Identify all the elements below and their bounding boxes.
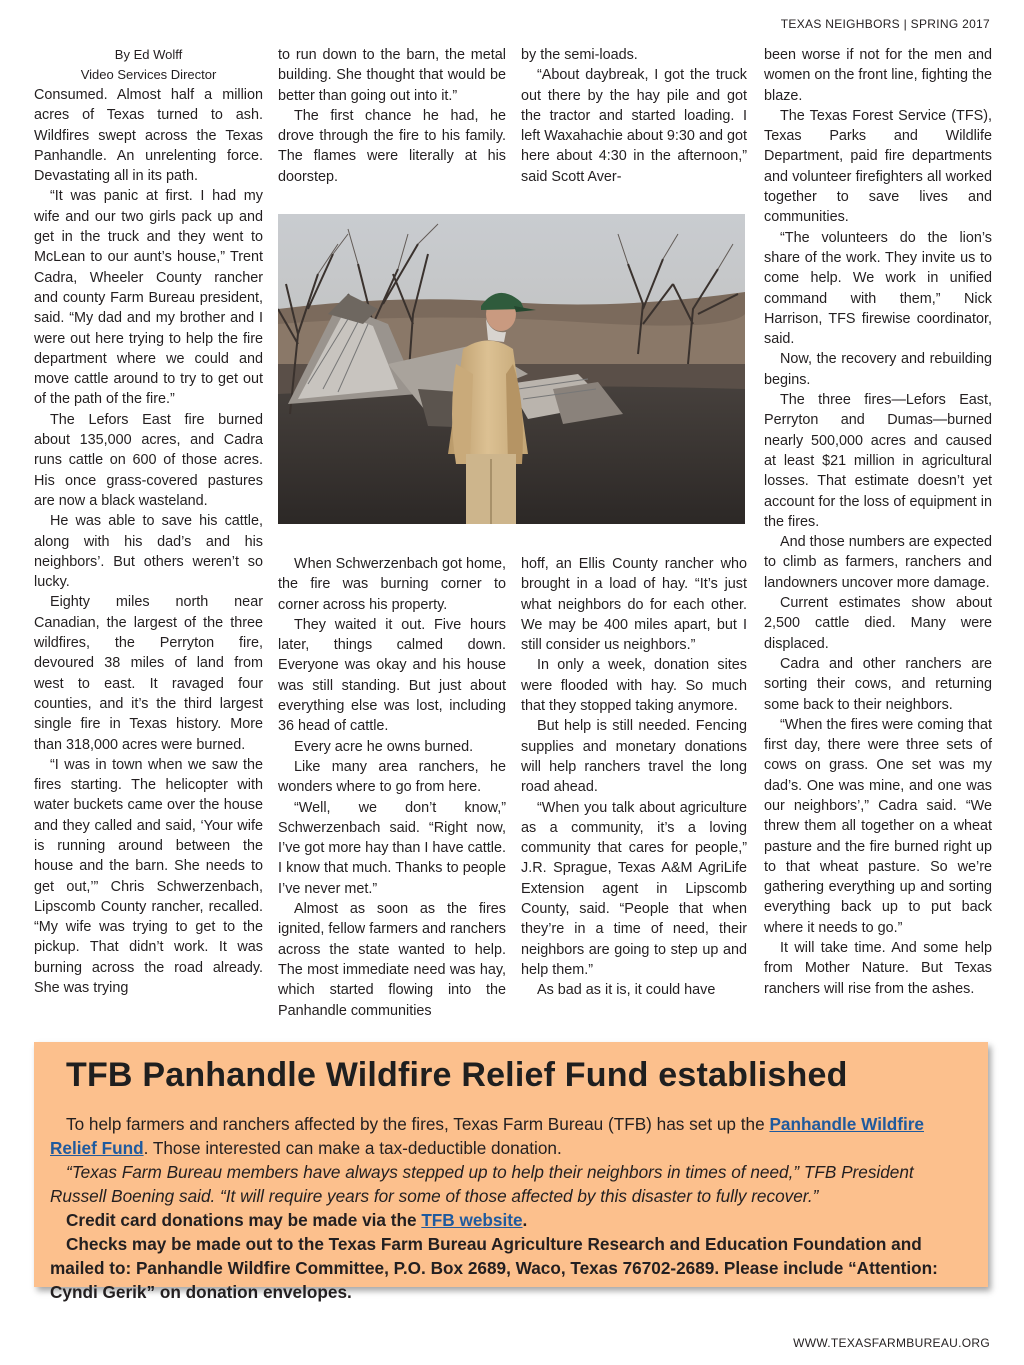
relief-intro-text: To help farmers and ranchers affected by the fires, Texas Farm Bureau (TFB) has set up the — [66, 1114, 770, 1134]
article-paragraph: “Well, we don’t know,” Schwerzenbach said. “Right now, I’ve got more hay than I have cattle. I know that much. Thanks to people I’ve never met.” — [278, 799, 506, 897]
article-paragraph: Every acre he owns burned. — [294, 738, 474, 755]
relief-fund-title: TFB Panhandle Wildfire Relief Fund established — [66, 1056, 848, 1094]
article-paragraph: They waited it out. Five hours later, things calmed down. Everyone was okay and his house was still standing. But just about everything else was lost, including 36 head of cattle. — [278, 616, 506, 735]
article-paragraph: “When you talk about agriculture as a community, it’s a loving community that cares for people,” J.R. Sprague, Texas A&M AgriLife Extension agent in Lipscomb County, said. “People that when they’re in a time of need, their neighbors are going to step up and help them.” — [521, 799, 747, 978]
relief-quote: “Texas Farm Bureau members have always stepped up to help their neighbors in times of need,” TFB President Russell Boening said. “It will require years for some of those affected by this disaster to fully recover.” — [50, 1162, 914, 1206]
article-column-3-top — [521, 45, 747, 187]
article-paragraph: “It was panic at first. I had my wife and our two girls pack up and get in the truck and they went to McLean to our aunt’s house,” Trent Cadra, Wheeler County rancher and county Farm Bureau president, said. “My dad and my brother and I were out here trying to help the fire department where we could and move cattle around to try to get out of the path of the fire.” — [34, 188, 263, 408]
website-footer: WWW.TEXASFARMBUREAU.ORG — [793, 1336, 990, 1350]
article-paragraph: Like many area ranchers, he wonders where to go from here. — [278, 758, 506, 796]
article-paragraph: hoff, an Ellis County rancher who brought in a load of hay. “It’s just what neighbors do for each other. We may be 400 miles apart, but I still consider us neighbors.” — [521, 556, 747, 654]
article-paragraph: Eighty miles north near Canadian, the largest of the three wildfires, the Perryton fire, devoured 38 miles of land from west to east. It ravaged four counties, and it’s the third largest single fire in Texas history. More than 318,000 acres were burned. — [34, 594, 263, 753]
article-paragraph: As bad as it is, it could have — [537, 982, 716, 999]
article-paragraph: Cadra and other ranchers are sorting their cows, and returning some back to their neighbors. — [764, 655, 992, 713]
article-paragraph: And those numbers are expected to climb as farmers, ranchers and landowners uncover more damage. — [764, 534, 992, 591]
article-paragraph: The Texas Forest Service (TFS), Texas Parks and Wildlife Department, paid fire departments and volunteer firefighters all worked together to save lives and communities. — [764, 107, 992, 226]
article-paragraph: But help is still needed. Fencing supplies and monetary donations will help ranchers travel the long road ahead. — [521, 718, 747, 796]
article-paragraph: “I was in town when we saw the fires starting. The helicopter with water buckets came over the house and they called and said, ‘Your wife is running around between the house and the barn. She needs to get out,’” Chris Schwerzenbach, Lipscomb County rancher, recalled. “My wife was trying to get to the pickup. That didn’t work. It was burning across the road already. She was trying — [34, 756, 263, 997]
article-paragraph: When Schwerzenbach got home, the fire was burning corner to corner across his property. — [278, 556, 506, 613]
relief-intro-text-end: . Those interested can make a tax-deductible donation. — [143, 1138, 562, 1158]
byline-name: By Ed Wolff — [114, 47, 183, 62]
article-paragraph: Almost as soon as the fires ignited, fellow farmers and ranchers across the state wanted to help. The most immediate need was hay, which started flowing into the Panhandle communities — [278, 901, 506, 1019]
relief-check-info: Checks may be made out to the Texas Farm Bureau Agriculture Research and Education Foundation and mailed to: Panhandle Wildfire Committee, P.O. Box 2689, Waco, Texas 76702-2689. Please include “Attention: Cyndi Gerik” on donation envelopes. — [50, 1234, 938, 1302]
rancher-wildfire-photo — [278, 214, 745, 524]
panhandle-wildfire-relief-fund-link[interactable]: Panhandle Wildfire Relief Fund — [50, 1114, 924, 1158]
article-paragraph: Consumed. Almost half a million acres of Texas turned to ash. Wildfires swept across the Texas Panhandle. An unrelenting force. Devastating all in its path. — [34, 87, 263, 185]
article-paragraph: “The volunteers do the lion’s share of the work. They invite us to come help. We work in unified command with them,” Nick Harrison, TFS firewise coordinator, said. — [764, 229, 992, 348]
article-paragraph: by the semi-loads. — [521, 47, 638, 63]
article-paragraph: In only a week, donation sites were flooded with hay. So much that they stopped taking anymore. — [521, 657, 747, 715]
article-column-2-bottom — [278, 554, 506, 1021]
tfb-website-link[interactable]: TFB website — [421, 1210, 523, 1230]
article-paragraph: The three fires—Lefors East, Perryton and Dumas—burned nearly 500,000 acres and caused at least $21 million in agricultural losses. That estimate doesn’t yet account for the loss of equipment in the fires. — [764, 392, 992, 530]
article-column-3-bottom — [521, 554, 747, 1001]
byline-title: Video Services Director — [80, 67, 217, 82]
relief-paragraph-intro — [50, 1112, 974, 1160]
article-paragraph: “When the fires were coming that first day, there were three sets of cows on grass. One set was my dad’s. One was mine, and one was our neighbors’,” Cadra said. “We threw them all together on a wheat pasture and the fire burned right up to that wheat pasture. So we’re gathering everything up and sorting everything back up to put back where it needs to go.” — [764, 716, 992, 936]
article-paragraph: The Lefors East fire burned about 135,000 acres, and Cadra runs cattle on 600 of those acres. His once grass-covered pastures are now a black wasteland. — [34, 411, 263, 509]
publication-header: TEXAS NEIGHBORS | SPRING 2017 — [780, 17, 990, 31]
relief-credit-text-end: . — [522, 1210, 528, 1230]
article-column-1 — [34, 45, 263, 998]
relief-credit-card-info — [50, 1208, 974, 1232]
article-paragraph: It will take time. And some help from Mother Nature. But Texas ranchers will rise from the ashes. — [764, 940, 992, 997]
article-paragraph: Current estimates show about 2,500 cattle died. Many were displaced. — [764, 595, 992, 652]
article-paragraph: Now, the recovery and rebuilding begins. — [764, 351, 992, 388]
article-paragraph: been worse if not for the men and women on the front line, fighting the blaze. — [764, 47, 992, 104]
article-paragraph: to run down to the barn, the metal building. She thought that would be better than going out into it.” — [278, 47, 506, 104]
article-paragraph: He was able to save his cattle, along with his dad’s and his neighbors’. But others weren’t so lucky. — [34, 513, 263, 591]
article-column-2-top — [278, 45, 506, 187]
relief-credit-text: Credit card donations may be made via the — [66, 1210, 422, 1230]
relief-fund-box — [34, 1042, 988, 1302]
article-column-4 — [764, 45, 992, 999]
article-paragraph: “About daybreak, I got the truck out there by the hay pile and got the tractor and started loading. I left Waxahachie about 9:30 and got here about 4:30 in the afternoon,” said Scott Aver- — [521, 67, 747, 185]
article-paragraph: The first chance he had, he drove through the fire to his family. The flames were literally at his doorstep. — [278, 107, 506, 185]
relief-fund-body — [50, 1112, 974, 1304]
